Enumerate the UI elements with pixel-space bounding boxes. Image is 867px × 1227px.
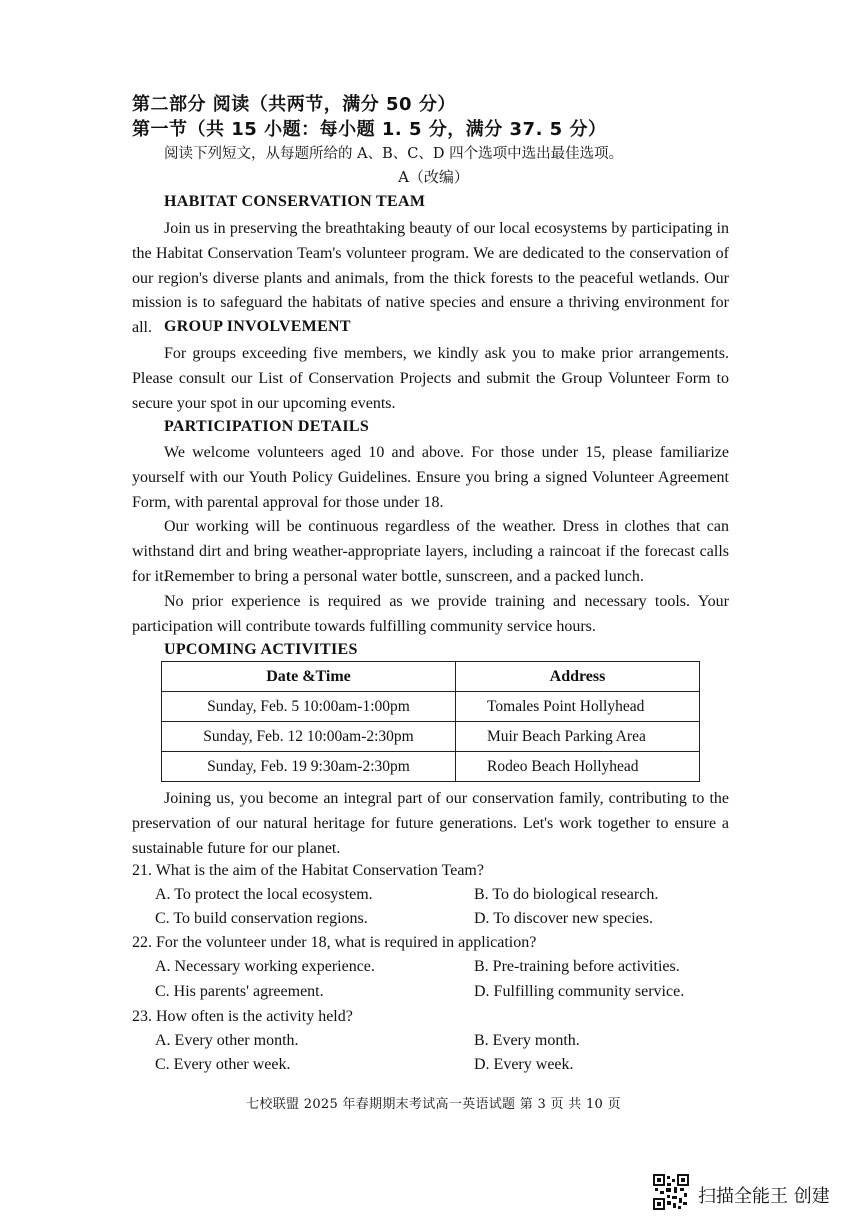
activities-heading: UPCOMING ACTIVITIES bbox=[164, 641, 358, 658]
table-row bbox=[162, 692, 700, 722]
row-date: Sunday, Feb. 5 10:00am-1:00pm bbox=[162, 692, 456, 722]
row-address: Rodeo Beach Hollyhead bbox=[456, 752, 700, 782]
option-22c: C. His parents' agreement. bbox=[155, 983, 324, 1000]
subsection-title: 第一节（共 15 小题：每小题 1. 5 分，满分 37. 5 分） bbox=[132, 119, 607, 140]
option-23b: B. Every month. bbox=[474, 1032, 580, 1049]
row-address: Tomales Point Hollyhead bbox=[456, 692, 700, 722]
part-title: 第二部分 阅读（共两节，满分 50 分） bbox=[132, 94, 456, 115]
table-row bbox=[162, 752, 700, 782]
intro-paragraph: Join us in preserving the breathtaking beauty of our local ecosystems by participating in the Habitat Conservation Team's volunteer program. We are dedicated to the conservation of our region's diverse plants and animals, from the thick forests to the peaceful wetlands. Our mission is to safeguard the habitats of native species and ensure a thriving environment for all. bbox=[132, 220, 729, 337]
group-heading: GROUP INVOLVEMENT bbox=[164, 318, 351, 335]
passage-label: A（改编） bbox=[398, 168, 469, 186]
scanner-watermark: 扫描全能王 创建 bbox=[698, 1186, 830, 1207]
row-date: Sunday, Feb. 12 10:00am-2:30pm bbox=[162, 722, 456, 752]
participation-paragraph-2: Our working will be continuous regardless of the weather. Dress in clothes that can withstand dirt and bring weather-appropriate layers, including a raincoat if the forecast calls for it. bbox=[132, 518, 729, 585]
question-21: 21. What is the aim of the Habitat Conservation Team? bbox=[132, 862, 484, 879]
option-21c: C. To build conservation regions. bbox=[155, 910, 368, 927]
option-23a: A. Every other month. bbox=[155, 1032, 299, 1049]
option-23d: D. Every week. bbox=[474, 1056, 574, 1073]
option-21b: B. To do biological research. bbox=[474, 886, 659, 903]
participation-paragraph-1: We welcome volunteers aged 10 and above. For those under 15, please familiarize yourself with our Youth Policy Guidelines. Ensure you bring a signed Volunteer Agreement Form, with parental approval for those under 18. bbox=[132, 444, 729, 511]
participation-paragraph-4: No prior experience is required as we provide training and necessary tools. Your participation will contribute towards fulfilling community service hours. bbox=[132, 593, 729, 635]
table-header-row bbox=[162, 662, 700, 692]
participation-paragraph-3: Remember to bring a personal water bottle, sunscreen, and a packed lunch. bbox=[164, 568, 644, 585]
option-22b: B. Pre-training before activities. bbox=[474, 958, 680, 975]
option-22d: D. Fulfilling community service. bbox=[474, 983, 685, 1000]
option-21d: D. To discover new species. bbox=[474, 910, 653, 927]
qr-code-icon bbox=[653, 1174, 689, 1210]
row-address: Muir Beach Parking Area bbox=[456, 722, 700, 752]
closing-paragraph: Joining us, you become an integral part of our conservation family, contributing to the preservation of our natural heritage for future generations. Let's work together to ensure a sustainable future for our planet. bbox=[132, 790, 729, 857]
row-date: Sunday, Feb. 19 9:30am-2:30pm bbox=[162, 752, 456, 782]
activities-table bbox=[161, 661, 700, 782]
instruction: 阅读下列短文，从每题所给的 A、B、C、D 四个选项中选出最佳选项。 bbox=[164, 146, 624, 162]
header-date: Date &Time bbox=[162, 662, 456, 692]
participation-heading: PARTICIPATION DETAILS bbox=[164, 418, 370, 435]
option-23c: C. Every other week. bbox=[155, 1056, 291, 1073]
team-heading: HABITAT CONSERVATION TEAM bbox=[164, 193, 426, 210]
question-22: 22. For the volunteer under 18, what is required in application? bbox=[132, 934, 537, 951]
group-paragraph: For groups exceeding five members, we kindly ask you to make prior arrangements. Please consult our List of Conservation Projects and submit the Group Volunteer Form to secure your spot in our upcoming events. bbox=[132, 345, 729, 412]
option-22a: A. Necessary working experience. bbox=[155, 958, 375, 975]
option-21a: A. To protect the local ecosystem. bbox=[155, 886, 373, 903]
header-address: Address bbox=[456, 662, 700, 692]
question-23: 23. How often is the activity held? bbox=[132, 1008, 353, 1025]
table-row bbox=[162, 722, 700, 752]
page-footer: 七校联盟 2025 年春期期末考试高一英语试题 第 3 页 共 10 页 bbox=[246, 1097, 621, 1112]
